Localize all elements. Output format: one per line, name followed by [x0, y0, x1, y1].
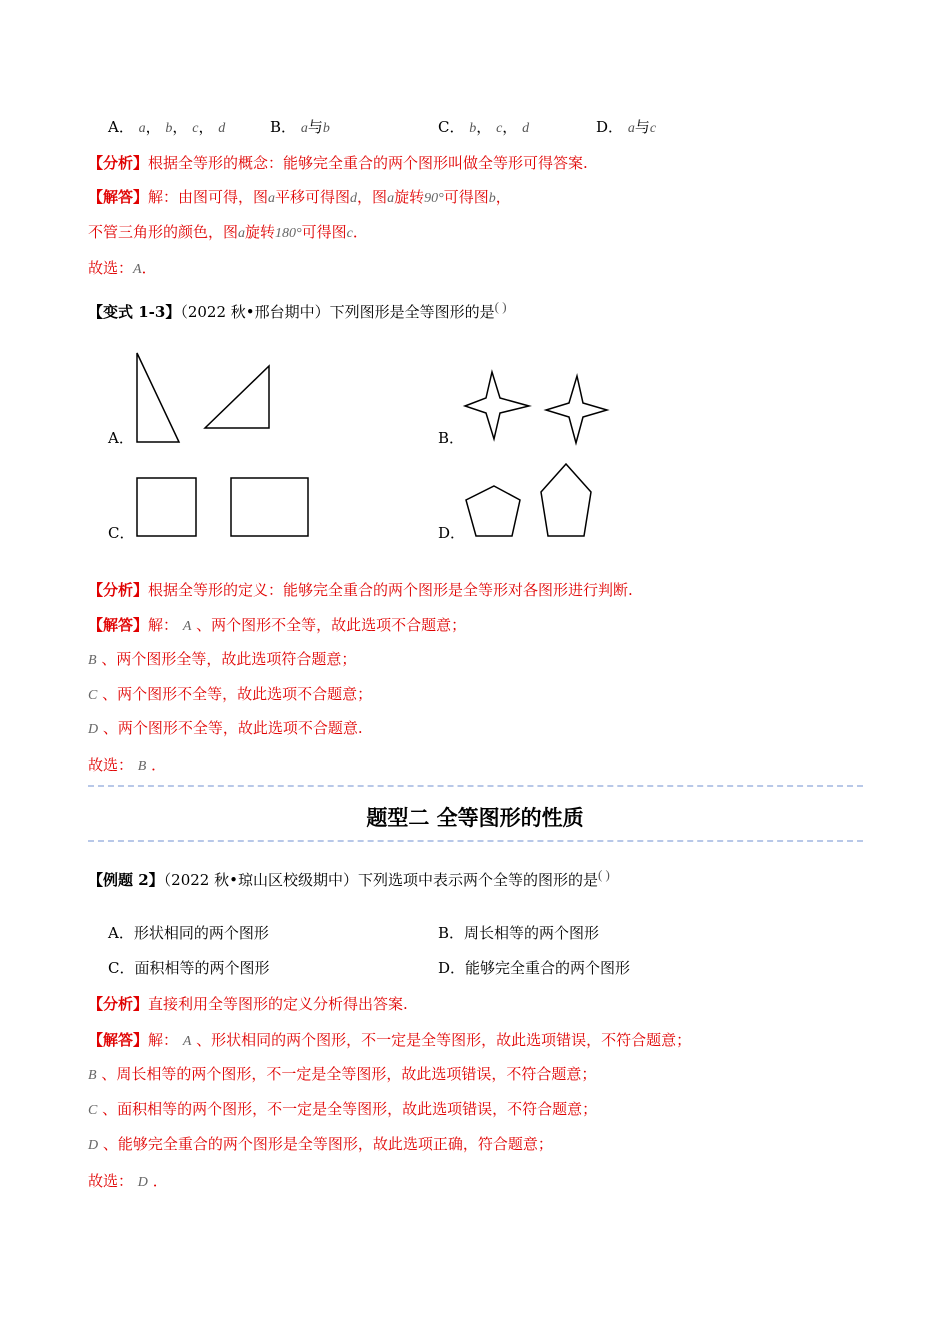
- ex2-answer-line4: D 、能够完全重合的两个图形是全等图形，故此选项正确，符合题意；: [88, 1135, 553, 1153]
- example-2-option-b: B．周长相等的两个图形: [438, 924, 600, 942]
- variant-1-3-stem: 【变式 1-3】（2022 秋•邢台期中）下列图形是全等图形的是( ): [88, 299, 507, 321]
- pentagon-tall: [541, 464, 591, 536]
- example-2-option-c: C．面积相等的两个图形: [108, 959, 270, 977]
- section-divider-top: [88, 785, 863, 787]
- figure-label-d: D．: [438, 524, 466, 542]
- q1-option-c: C． b， c， d: [438, 118, 530, 136]
- q1-choice: 故选：A．: [88, 259, 157, 277]
- section-divider-bottom: [88, 840, 863, 842]
- figure-d-pentagons: [0, 0, 950, 560]
- v13-answer-line1: 【解答】解： A 、两个图形不全等，故此选项不合题意；: [88, 616, 467, 634]
- section-title: 题型二 全等图形的性质: [366, 806, 584, 830]
- pentagon-small: [466, 486, 520, 536]
- v13-choice: 故选： B ．: [88, 756, 167, 774]
- figure-label-b: B．: [438, 429, 465, 447]
- figure-label-a: A．: [108, 429, 134, 447]
- q1-answer-line2: 不管三角形的颜色，图a旋转180°可得图c．: [88, 223, 368, 241]
- ex2-answer-line2: B 、周长相等的两个图形，不一定是全等图形，故此选项错误，不符合题意；: [88, 1065, 597, 1083]
- ex2-analysis: 【分析】直接利用全等图形的定义分析得出答案.: [88, 995, 408, 1013]
- example-2-option-a: A．形状相同的两个图形: [108, 924, 269, 942]
- figure-label-c: C．: [108, 524, 135, 542]
- v13-analysis: 【分析】根据全等形的定义：能够完全重合的两个图形是全等形对各图形进行判断.: [88, 581, 633, 599]
- q1-option-b: B． a与b: [270, 118, 330, 136]
- ex2-choice: 故选： D ．: [88, 1172, 168, 1190]
- q1-option-d: D． a与c: [596, 118, 657, 136]
- q1-answer-line1: 【解答】解：由图可得，图a平移可得图d，图a旋转90°可得图b，: [88, 188, 511, 206]
- example-2-option-d: D．能够完全重合的两个图形: [438, 959, 631, 977]
- example-2-stem: 【例题 2】（2022 秋•琼山区校级期中）下列选项中表示两个全等的图形的是( ): [88, 867, 610, 889]
- v13-answer-line2: B 、两个图形全等，故此选项符合题意；: [88, 650, 357, 668]
- v13-answer-line4: D 、两个图形不全等，故此选项不合题意.: [88, 719, 363, 737]
- ex2-answer-line3: C 、面积相等的两个图形，不一定是全等图形，故此选项错误，不符合题意；: [88, 1100, 598, 1118]
- q1-option-a: A． a， b， c， d: [108, 118, 226, 136]
- ex2-answer-line1: 【解答】解： A 、形状相同的两个图形，不一定是全等图形，故此选项错误，不符合题意；: [88, 1031, 692, 1049]
- v13-answer-line3: C 、两个图形不全等，故此选项不合题意；: [88, 685, 373, 703]
- q1-analysis: 【分析】根据全等形的概念：能够完全重合的两个图形叫做全等形可得答案.: [88, 154, 588, 172]
